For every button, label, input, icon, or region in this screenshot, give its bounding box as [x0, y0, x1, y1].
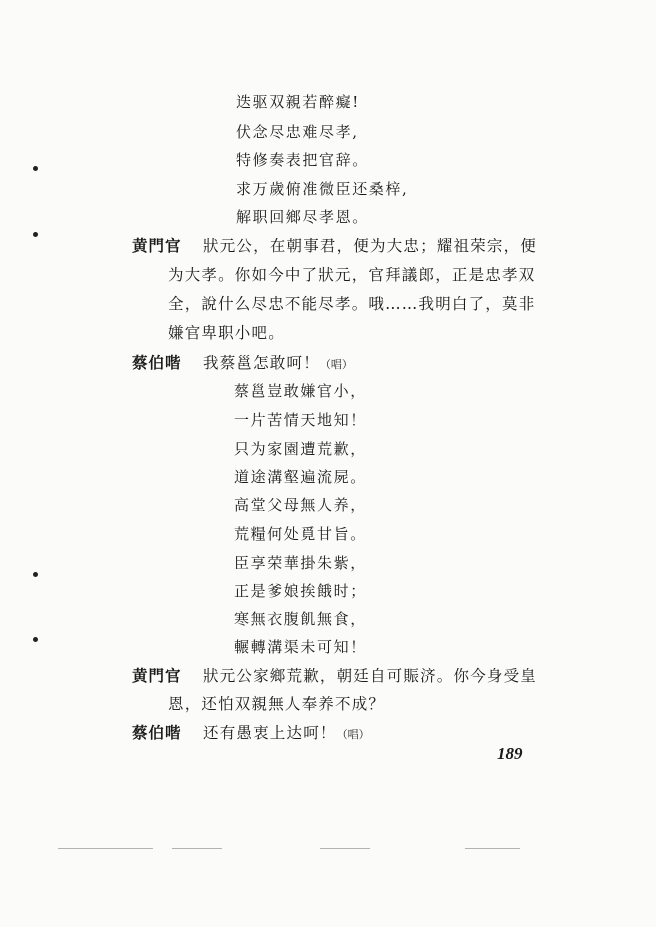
- verse-1-line-1: 迭驱双親若醉癡!: [236, 93, 360, 111]
- verse-2-line-6: 荒糧何处覓甘旨。: [234, 525, 367, 543]
- verse-2-line-9: 寒無衣腹飢無食，: [234, 610, 367, 628]
- dialogue-line: [203, 353, 353, 375]
- scan-edge: [58, 848, 153, 849]
- verse-1-line-4: 求万歲俯准微臣还桑梓,: [236, 180, 409, 198]
- dialogue-line: [203, 723, 370, 745]
- scan-edge: [172, 848, 222, 849]
- dialogue-line: 狀元公，在朝事君，便为大忠；耀祖荣宗，便: [203, 237, 538, 255]
- dialogue-line: 恩，还怕双親無人奉养不成？: [168, 695, 386, 713]
- verse-2-line-3: 只为家園遭荒歉，: [234, 440, 367, 458]
- verse-2-line-7: 臣享荣華掛朱紫，: [234, 554, 367, 572]
- verse-2-line-4: 道途溝壑遍流屍。: [234, 468, 367, 486]
- verse-1-line-3: 特修奏表把官辞。: [236, 151, 369, 169]
- margin-mark: [33, 572, 38, 577]
- dialogue-text: 还有愚衷上达呵！: [203, 724, 337, 742]
- margin-mark: [33, 637, 38, 642]
- verse-2-line-1: 蔡邕豈敢嫌官小，: [234, 382, 367, 400]
- verse-2-line-5: 高堂父母無人养，: [234, 496, 367, 514]
- speaker-label: 蔡伯喈: [132, 723, 182, 742]
- dialogue-line: 狀元公家鄉荒歉，朝廷自可賑济。你今身受皇: [203, 667, 538, 685]
- stage-note: （唱）: [319, 358, 353, 371]
- stage-note: （唱）: [336, 728, 370, 741]
- speaker-label: 蔡伯喈: [132, 353, 182, 372]
- scan-edge: [465, 848, 520, 849]
- scan-edge: [320, 848, 370, 849]
- dialogue-line: 嫌官卑职小吧。: [168, 324, 285, 342]
- verse-1-line-2: 伏念尽忠难尽孝,: [236, 123, 359, 141]
- margin-mark: [33, 232, 38, 237]
- verse-2-line-8: 正是爹娘挨餓时；: [234, 582, 367, 600]
- dialogue-line: 为大孝。你如今中了狀元，官拜議郎，正是忠孝双: [168, 266, 536, 284]
- page-number: 189: [497, 744, 523, 763]
- verse-1-line-5: 解职回鄉尽孝恩。: [236, 208, 369, 226]
- verse-2-line-2: 一片苦情天地知！: [234, 411, 367, 429]
- speaker-label: 黄門官: [132, 236, 182, 255]
- verse-2-line-10: 輾轉溝渠未可知！: [234, 638, 367, 656]
- dialogue-line: 全，說什么尽忠不能尽孝。哦……我明白了，莫非: [168, 295, 536, 313]
- speaker-label: 黄門官: [132, 666, 182, 685]
- dialogue-text: 我蔡邕怎敢呵！: [203, 354, 320, 372]
- margin-mark: [33, 166, 38, 171]
